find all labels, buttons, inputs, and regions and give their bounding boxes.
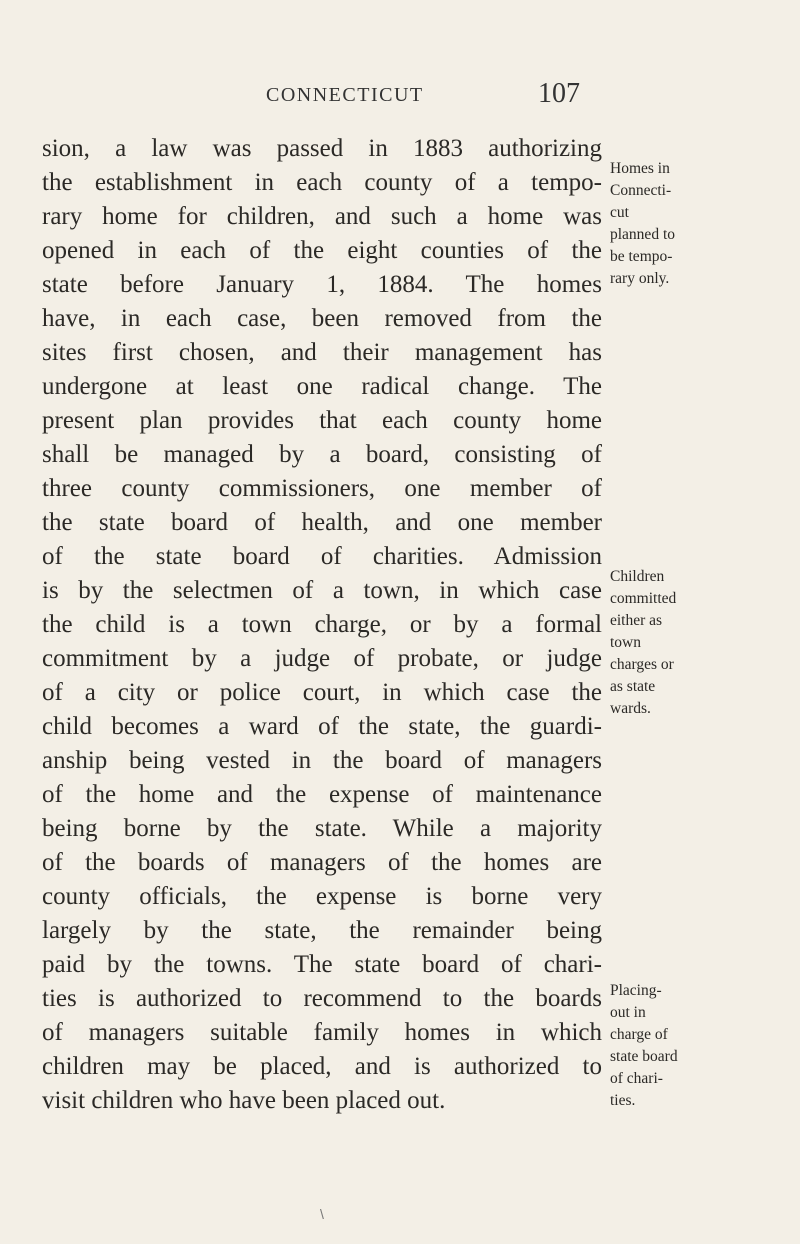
- page-number: 107: [538, 78, 580, 109]
- text-line: is by the selectmen of a town, in which case: [42, 577, 602, 604]
- text-line: anship being vested in the board of managers: [42, 747, 602, 774]
- sidenote-line: either as: [610, 612, 663, 629]
- sidenote-line: town: [610, 634, 641, 651]
- text-line: the child is a town charge, or by a formal: [42, 611, 602, 638]
- text-line: of a city or police court, in which case the: [42, 679, 602, 706]
- sidenote-line: cut: [610, 204, 629, 221]
- text-line: largely by the state, the remainder being: [42, 917, 602, 944]
- sidenote-line: Connecti-: [610, 182, 672, 199]
- text-line: of the home and the expense of maintenance: [42, 781, 602, 808]
- sidenote-line: as state: [610, 678, 656, 695]
- text-line: county officials, the expense is borne very: [42, 883, 602, 910]
- text-line: have, in each case, been removed from the: [42, 305, 602, 332]
- text-line: the state board of health, and one member: [42, 509, 602, 536]
- text-line: child becomes a ward of the state, the guardi-: [42, 713, 602, 740]
- text-line: three county commissioners, one member of: [42, 475, 602, 502]
- text-line: state before January 1, 1884. The homes: [42, 271, 602, 298]
- running-title: CONNECTICUT: [266, 84, 424, 106]
- sidenote-line: Homes in: [610, 160, 670, 177]
- sidenote-line: rary only.: [610, 270, 670, 287]
- text-line: present plan provides that each county home: [42, 407, 602, 434]
- text-line: opened in each of the eight counties of the: [42, 237, 602, 264]
- sidenote-line: be tempo-: [610, 248, 673, 265]
- sidenote-line: charges or: [610, 656, 674, 673]
- sidenote-line: state board: [610, 1048, 678, 1065]
- text-line: of the state board of charities. Admission: [42, 543, 602, 570]
- sidenote-line: out in: [610, 1004, 646, 1021]
- sidenote-line: Placing-: [610, 982, 662, 999]
- text-line: paid by the towns. The state board of chari-: [42, 951, 602, 978]
- sidenote-line: ties.: [610, 1092, 636, 1109]
- sidenote-line: planned to: [610, 226, 675, 243]
- text-line: children may be placed, and is authorized to: [42, 1053, 602, 1080]
- text-line: ties is authorized to recommend to the boards: [42, 985, 602, 1012]
- text-line: of managers suitable family homes in which: [42, 1019, 602, 1046]
- sidenote-line: of chari-: [610, 1070, 663, 1087]
- running-head: [0, 80, 800, 110]
- sidenote-line: wards.: [610, 700, 651, 717]
- text-line: shall be managed by a board, consisting of: [42, 441, 602, 468]
- text-line: rary home for children, and such a home was: [42, 203, 602, 230]
- text-line: undergone at least one radical change. The: [42, 373, 602, 400]
- sidenote-line: Children: [610, 568, 665, 585]
- text-line: of the boards of managers of the homes are: [42, 849, 602, 876]
- sidenote-line: committed: [610, 590, 677, 607]
- text-line: sites first chosen, and their management has: [42, 339, 602, 366]
- sidenote-line: charge of: [610, 1026, 668, 1043]
- text-line: being borne by the state. While a majority: [42, 815, 602, 842]
- text-line: sion, a law was passed in 1883 authorizing: [42, 135, 602, 162]
- text-line: commitment by a judge of probate, or judge: [42, 645, 602, 672]
- text-line: visit children who have been placed out.: [42, 1087, 446, 1114]
- footer-mark: \: [320, 1206, 324, 1222]
- text-line: the establishment in each county of a tempo-: [42, 169, 602, 196]
